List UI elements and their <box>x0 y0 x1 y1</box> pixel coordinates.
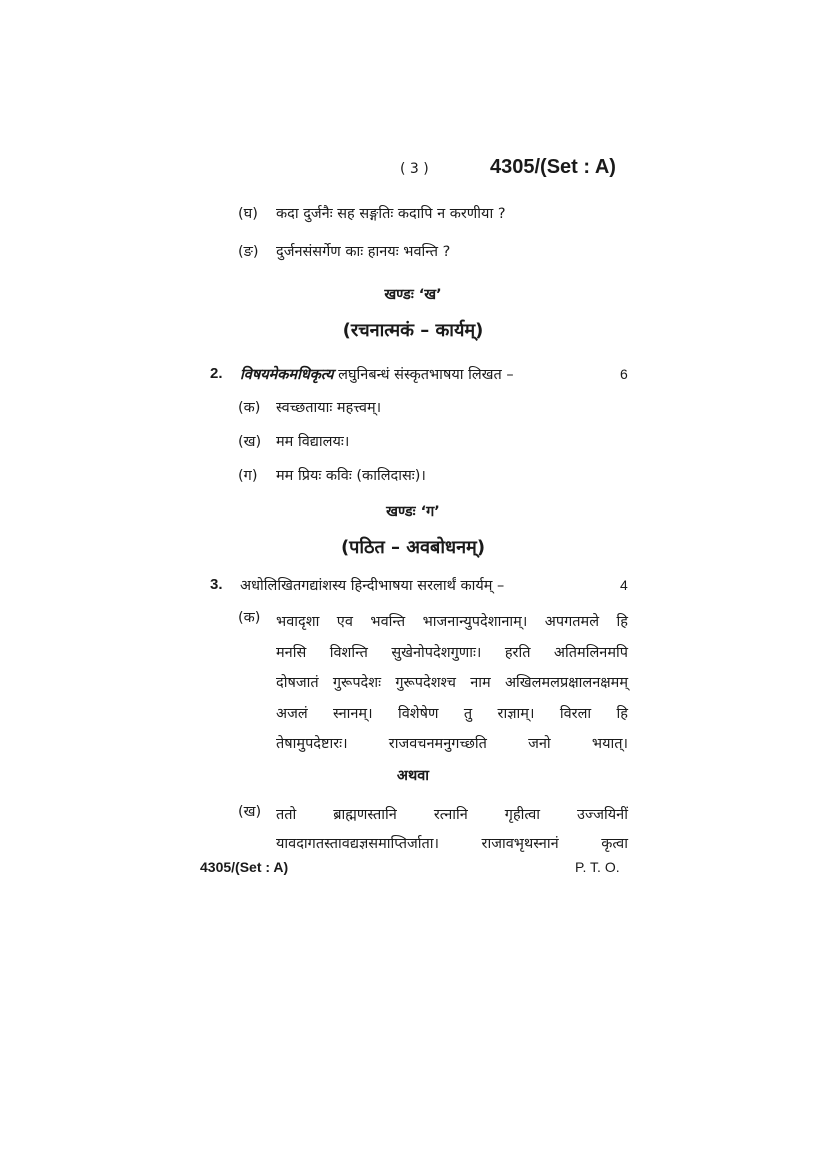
q1-item-gha-marker: (घ) <box>238 206 258 222</box>
q2-emphasis: विषयमेकमधिकृत्य <box>240 367 334 383</box>
q3-marks: 4 <box>620 577 628 593</box>
q2-question <box>240 364 514 384</box>
passage-a-line: दोषजातं गुरूपदेशः गुरूपदेशश्च नाम अखिलमलप्रक्षालनक्षमम् <box>276 675 628 691</box>
or-label: अथवा <box>396 768 430 784</box>
passage-a-line: मनसि विशन्ति सुखेनोपदेशगुणाः। हरति अतिमलिनमपि <box>276 644 628 661</box>
q2-option-kha-marker: (ख) <box>238 434 262 450</box>
passage-b-line: यावदागतस्तावद्यज्ञसमाप्तिर्जाता। राजावभृथस्नानं कृत्वा <box>276 836 628 852</box>
passage-a-line: तेषामुपदेष्टारः। राजवचनमनुगच्छति जनो भयात्। <box>276 736 628 752</box>
section-c-subtitle: (पठित – अवबोधनम्) <box>340 537 486 558</box>
q3-number: 3. <box>210 576 223 593</box>
passage-b <box>276 801 628 859</box>
q1-item-gha-text: कदा दुर्जनैः सह सङ्गतिः कदापि न करणीया ? <box>276 206 506 222</box>
passage-b-marker: (ख) <box>238 804 262 820</box>
passage-a <box>276 607 628 760</box>
q3-text: अधोलिखितगद्यांशस्य हिन्दीभाषया सरलार्थं कार्यम् – <box>240 578 505 594</box>
passage-a-line: अजलं स्नानम्। विशेषेण तु राज्ञाम्। विरला हि <box>276 705 628 722</box>
q2-option-ka-marker: (क) <box>238 400 261 416</box>
q1-item-nga-text: दुर्जनसंसर्गेण काः हानयः भवन्ति ? <box>276 244 451 260</box>
passage-a-marker: (क) <box>238 610 261 626</box>
page-number: ( 3 ) <box>400 161 429 177</box>
q2-option-ga-text: मम प्रियः कविः (कालिदासः)। <box>276 468 426 484</box>
q2-option-ga-marker: (ग) <box>238 468 258 484</box>
q2-option-ka-text: स्वच्छतायाः महत्त्वम्। <box>276 400 382 416</box>
q2-text: लघुनिबन्धं संस्कृतभाषया लिखत – <box>338 367 514 383</box>
passage-b-line: ततो ब्राह्मणस्तानि रत्नानि गृहीत्वा उज्जयिनीं <box>276 807 628 823</box>
q2-marks: 6 <box>620 366 628 382</box>
pto-label: P. T. O. <box>575 859 620 875</box>
q1-item-nga-marker: (ङ) <box>238 244 259 260</box>
section-c-title: खण्डः ‘ग’ <box>386 504 440 520</box>
section-b-title: खण्डः ‘ख’ <box>384 287 442 303</box>
section-b-subtitle: (रचनात्मकं – कार्यम्) <box>342 320 484 341</box>
q2-number: 2. <box>210 365 223 382</box>
paper-code-footer: 4305/(Set : A) <box>200 859 289 875</box>
paper-code-header: 4305/(Set : A) <box>490 156 616 178</box>
q2-option-kha-text: मम विद्यालयः। <box>276 434 350 450</box>
passage-a-line: भवादृशा एव भवन्ति भाजनान्युपदेशानाम्। अपगतमले हि <box>276 614 628 630</box>
